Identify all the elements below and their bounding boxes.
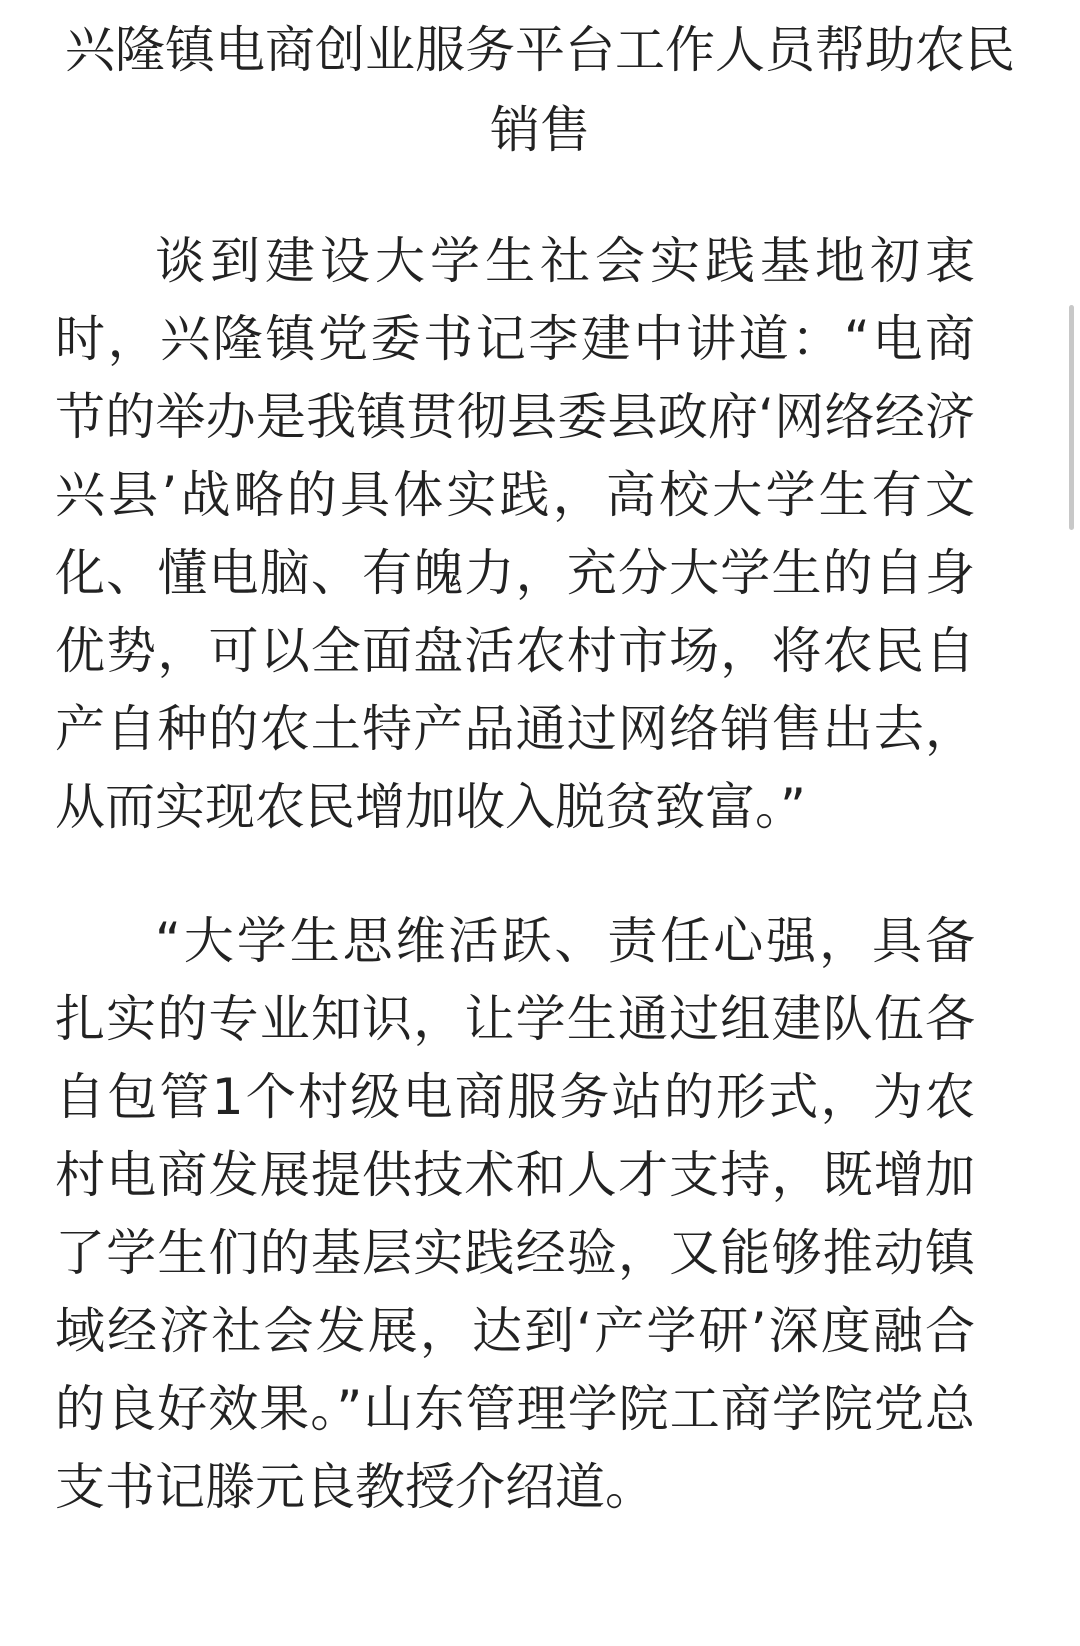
article-paragraph: 谈到建设大学生社会实践基地初衷时，兴隆镇党委书记李建中讲道：“电商节的举办是我镇贯彻县委县政府‘网络经济兴县’战略的具体实践，高校大学生有文化、懂电脑、有魄力，充分大学生的自身优势，可以全面盘活农村市场，将农民自产自种的农土特产品通过网络销售出去，从而实现农民增加收入脱贫致富。” (55, 232, 975, 836)
image-caption: 兴隆镇电商创业服务平台工作人员帮助农民销售 (65, 21, 1015, 159)
article-paragraph: “大学生思维活跃、责任心强，具备扎实的专业知识，让学生通过组建队伍各自包管1个村级电商服务站的形式，为农村电商发展提供技术和人才支持，既增加了学生们的基层实践经验，又能够推动镇域经济社会发展，达到‘产学研’深度融合的良好效果。”山东管理学院工商学院党总支书记滕元良教授介绍道。 (55, 912, 975, 1516)
scrollbar[interactable] (1069, 305, 1074, 530)
